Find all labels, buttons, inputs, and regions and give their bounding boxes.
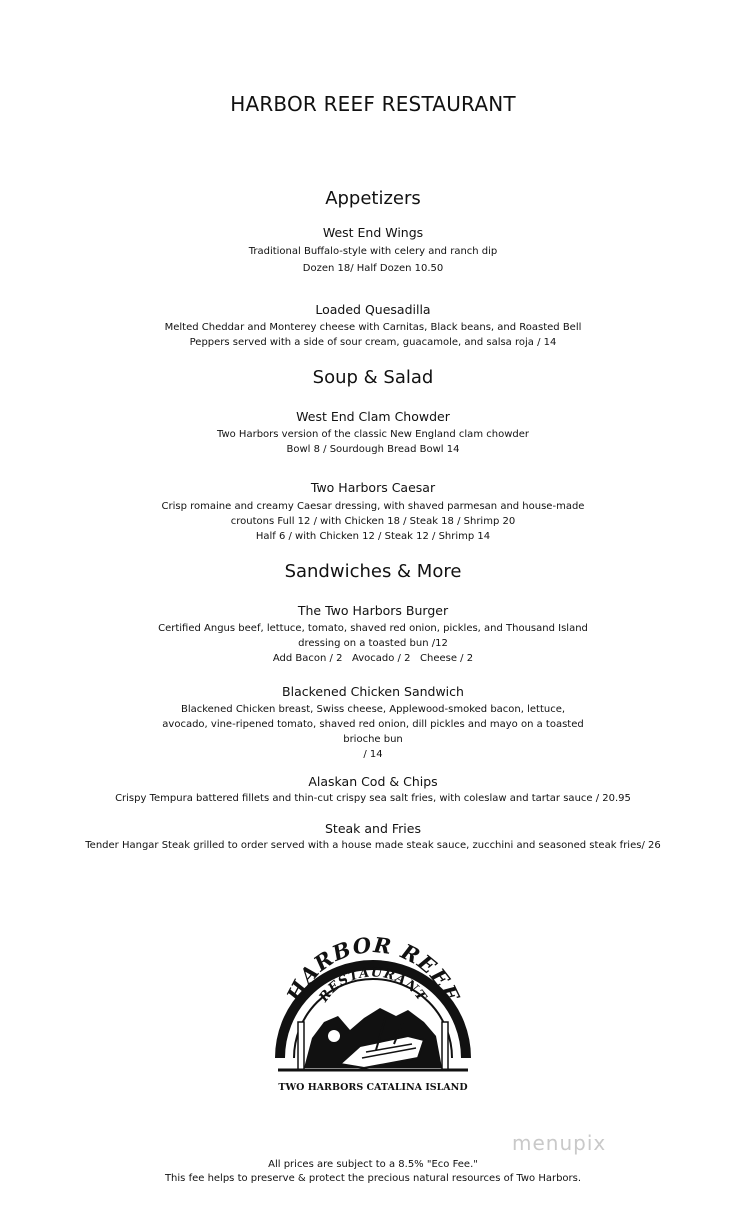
section-heading-appetizers: Appetizers [325, 188, 421, 209]
section-heading-soup-salad: Soup & Salad [312, 367, 434, 388]
item-name-quesadilla: Loaded Quesadilla [315, 302, 431, 317]
item-name-steak: Steak and Fries [325, 821, 421, 836]
item-desc-burger: Certified Angus beef, lettuce, tomato, shaved red onion, pickles, and Thousand Island dressing on a toasted bun /12 Add Bacon / 2 Avocado / 2 Cheese / 2 [158, 623, 588, 664]
logo-sub-text: RESTAURANT [316, 965, 430, 1006]
section-heading-sandwiches: Sandwiches & More [284, 561, 462, 582]
bamboo-post-right [442, 1022, 448, 1070]
menupix-watermark: menupix [512, 1131, 607, 1155]
item-desc-chicken-sandwich: Blackened Chicken breast, Swiss cheese, Applewood-smoked bacon, lettuce, avocado, vine-ripened tomato, shaved red onion, dill pickles and mayo on a toasted brioche bun / 14 [162, 704, 584, 760]
item-desc-caesar: Crisp romaine and creamy Caesar dressing, with shaved parmesan and house-made croutons Full 12 / with Chicken 18 / Steak 18 / Shrimp 20 Half 6 / with Chicken 12 / Steak 12 / Shrimp 14 [161, 501, 585, 542]
footer-line-1: All prices are subject to a 8.5% "Eco Fee." [268, 1159, 478, 1170]
footer-line-2: This fee helps to preserve & protect the precious natural resources of Two Harbors. [164, 1173, 582, 1184]
logo-top-text: HARBOR REEF [281, 932, 465, 1006]
item-name-wings: West End Wings [322, 225, 424, 240]
harbor-reef-logo [268, 918, 478, 1098]
logo-bottom-text: TWO HARBORS CATALINA ISLAND [278, 1082, 468, 1093]
item-desc-quesadilla: Melted Cheddar and Monterey cheese with Carnitas, Black beans, and Roasted Bell Peppers served with a side of sour cream, guacamole, and salsa roja / 14 [164, 322, 582, 348]
item-name-burger: The Two Harbors Burger [297, 603, 449, 618]
item-name-caesar: Two Harbors Caesar [310, 480, 436, 495]
item-desc-steak: Tender Hangar Steak grilled to order served with a house made steak sauce, zucchini and seasoned steak fries/ 26 [85, 840, 661, 851]
item-name-chowder: West End Clam Chowder [296, 409, 450, 424]
footer-note [0, 1158, 746, 1186]
item-name-cod: Alaskan Cod & Chips [308, 774, 438, 789]
item-desc-wings: Traditional Buffalo-style with celery and ranch dip Dozen 18/ Half Dozen 10.50 [248, 246, 498, 274]
bamboo-post-left [298, 1022, 304, 1070]
item-desc-cod: Crispy Tempura battered fillets and thin-cut crispy sea salt fries, with coleslaw and tartar sauce / 20.95 [115, 793, 631, 804]
moon-icon [328, 1030, 340, 1042]
item-desc-chowder: Two Harbors version of the classic New England clam chowder Bowl 8 / Sourdough Bread Bowl 14 [217, 429, 529, 455]
restaurant-title: HARBOR REEF RESTAURANT [230, 92, 516, 116]
item-name-chicken-sandwich: Blackened Chicken Sandwich [282, 684, 464, 699]
